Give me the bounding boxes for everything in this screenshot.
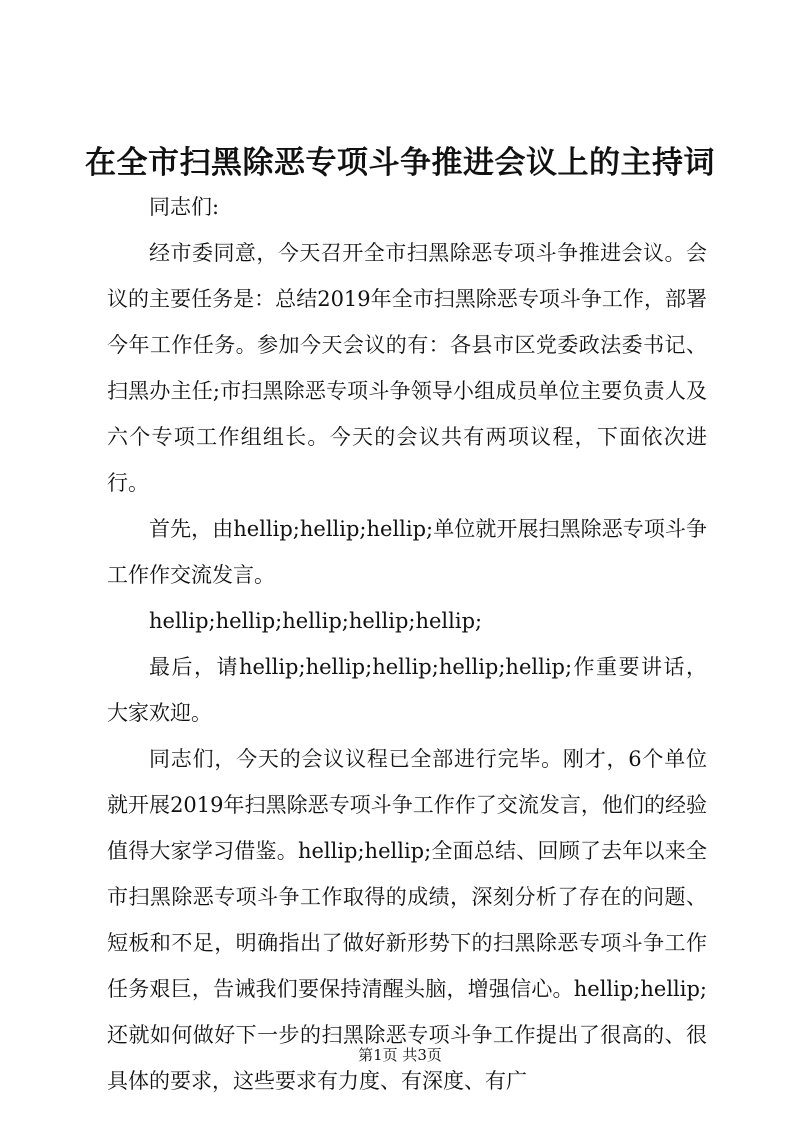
second-agenda-paragraph: 最后，请hellip;hellip;hellip;hellip;hellip;作重要讲话，大家欢迎。 (107, 655, 707, 725)
closing-paragraph: 同志们，今天的会议议程已全部进行完毕。刚才，6个单位就开展2019年扫黑除恶专项斗争工作作了交流发言，他们的经验值得大家学习借鉴。hellip;hellip;全面总结、回顾了去年以来全市扫黑除恶专项斗争工作取得的成绩，深刻分析了存在的问题、短板和不足，明确指出了做好新形势下的扫黑除恶专项斗争工作任务艰巨，告诫我们要保持清醒头脑，增强信心。hellip;hellip;还就如何做好下一步的扫黑除恶专项斗争工作提出了很高的、很具体的要求，这些要求有力度、有深度、有广 (107, 747, 707, 1093)
document-body (107, 184, 707, 1104)
page-number: 第1页 共3页 (358, 1046, 442, 1064)
salutation-paragraph: 同志们: (149, 195, 220, 219)
placeholder-paragraph: hellip;hellip;hellip;hellip;hellip; (149, 609, 483, 633)
document-title: 在全市扫黑除恶专项斗争推进会议上的主持词 (85, 145, 715, 181)
first-agenda-paragraph: 首先，由hellip;hellip;hellip;单位就开展扫黑除恶专项斗争工作作交流发言。 (107, 517, 707, 587)
intro-paragraph: 经市委同意，今天召开全市扫黑除恶专项斗争推进会议。会议的主要任务是：总结2019年全市扫黑除恶专项斗争工作，部署今年工作任务。参加今天会议的有：各县市区党委政法委书记、扫黑办主任;市扫黑除恶专项斗争领导小组成员单位主要负责人及六个专项工作组组长。今天的会议共有两项议程，下面依次进行。 (107, 241, 707, 495)
